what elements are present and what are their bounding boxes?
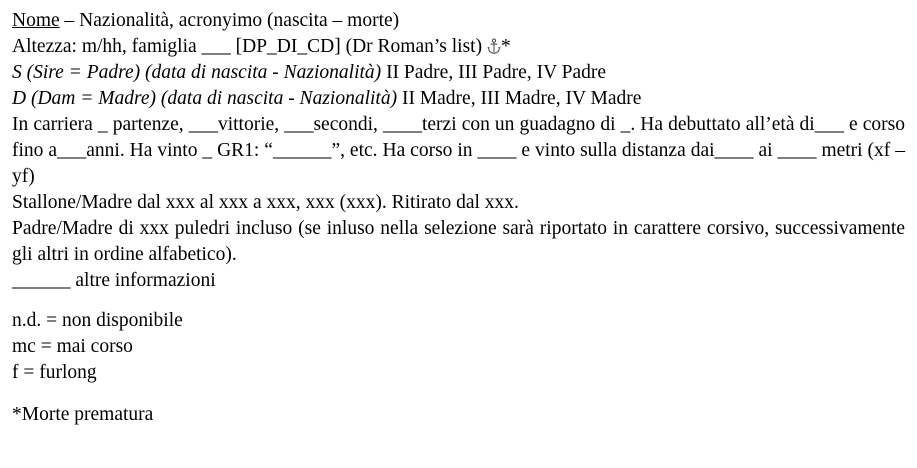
height-line bbox=[12, 34, 905, 60]
dam-label: D (Dam = Madre) (data di nascita - Nazionalità) bbox=[12, 88, 398, 109]
anchor-icon bbox=[487, 38, 501, 54]
spacer-before-footnote bbox=[12, 386, 905, 402]
title-line bbox=[12, 8, 905, 34]
document-body bbox=[12, 8, 905, 428]
title-line-rest: – Nazionalità, acronyimo (nascita – morte) bbox=[59, 10, 400, 31]
sire-ancestors: II Padre, III Padre, IV Padre bbox=[381, 62, 607, 83]
legend-item-f: f = furlong bbox=[12, 362, 97, 383]
spacer-before-legend bbox=[12, 294, 905, 308]
sire-label: S (Sire = Padre) (data di nascita - Nazionalità) bbox=[12, 62, 382, 83]
footnote: *Morte prematura bbox=[12, 404, 154, 425]
stallion-line: Stallone/Madre dal xxx al xxx a xxx, xxx (xxx). Ritirato dal xxx. bbox=[12, 192, 519, 213]
name-label: Nome bbox=[12, 10, 60, 31]
dam-line bbox=[12, 86, 905, 112]
dam-ancestors: II Madre, III Madre, IV Madre bbox=[397, 88, 642, 109]
premature-death-marker: * bbox=[500, 36, 511, 57]
sire-line bbox=[12, 60, 905, 86]
legend-item-nd: n.d. = non disponibile bbox=[12, 310, 183, 331]
legend-item-mc: mc = mai corso bbox=[12, 336, 133, 357]
other-info-line: ______ altre informazioni bbox=[12, 270, 216, 291]
height-line-text: Altezza: m/hh, famiglia ___ [DP_DI_CD] (Dr Roman’s list) bbox=[12, 36, 487, 57]
career-paragraph: In carriera _ partenze, ___vittorie, ___secondi, ____terzi con un guadagno di _. Ha debuttato all’età di___ e corso fino a___anni. Ha vinto _ GR1: “______”, etc. Ha corso in ____ e vinto sulla distanza dai____ ai ____ metri (xf – yf) bbox=[12, 114, 905, 187]
parent-paragraph: Padre/Madre di xxx puledri incluso (se inluso nella selezione sarà riportato in carattere corsivo, successivamente gli altri in ordine alfabetico). bbox=[12, 218, 905, 265]
